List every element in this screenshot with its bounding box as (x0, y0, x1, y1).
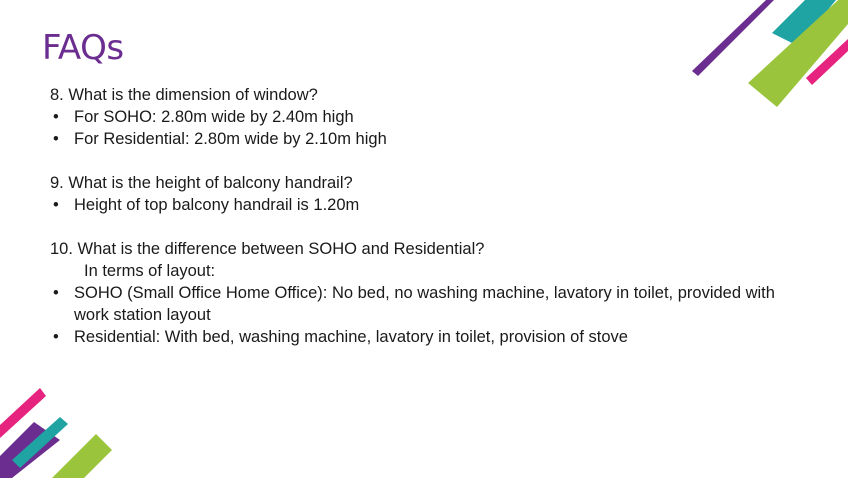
bullet-text: Residential: With bed, washing machine, lavatory in toilet, provision of stove (74, 328, 628, 346)
faq-bullet (50, 106, 810, 128)
faq-bullet (50, 282, 810, 326)
faq-answer-list (50, 282, 810, 348)
faq-content (50, 84, 810, 348)
bullet-text: For SOHO: 2.80m wide by 2.40m high (74, 108, 354, 126)
faq-bullet (50, 194, 810, 216)
bullet-text: Height of top balcony handrail is 1.20m (74, 196, 360, 214)
purple-stripe (692, 0, 774, 76)
faq-question: 9. What is the height of balcony handrail? (50, 174, 353, 192)
faq-intro: In terms of layout: (84, 262, 216, 280)
bullet-icon: • (53, 108, 59, 126)
faq-item-9 (50, 172, 810, 216)
faq-bullet (50, 128, 810, 150)
green-stripe-bottom (52, 434, 112, 478)
spacer (50, 216, 810, 238)
faq-answer-list (50, 194, 810, 216)
spacer (50, 150, 810, 172)
page-title: FAQs (42, 28, 124, 68)
bullet-icon: • (53, 130, 59, 148)
bullet-text: SOHO (Small Office Home Office): No bed, no washing machine, lavatory in toilet, provided with work station layout (74, 284, 775, 324)
faq-question: 8. What is the dimension of window? (50, 86, 318, 104)
bullet-icon: • (53, 328, 59, 346)
faq-item-8 (50, 84, 810, 150)
faq-question: 10. What is the difference between SOHO and Residential? (50, 240, 485, 258)
faq-item-10 (50, 238, 810, 348)
bullet-text: For Residential: 2.80m wide by 2.10m high (74, 130, 387, 148)
faq-bullet (50, 326, 810, 348)
bullet-icon: • (53, 196, 59, 214)
bullet-icon: • (53, 284, 59, 302)
faq-answer-list (50, 106, 810, 150)
